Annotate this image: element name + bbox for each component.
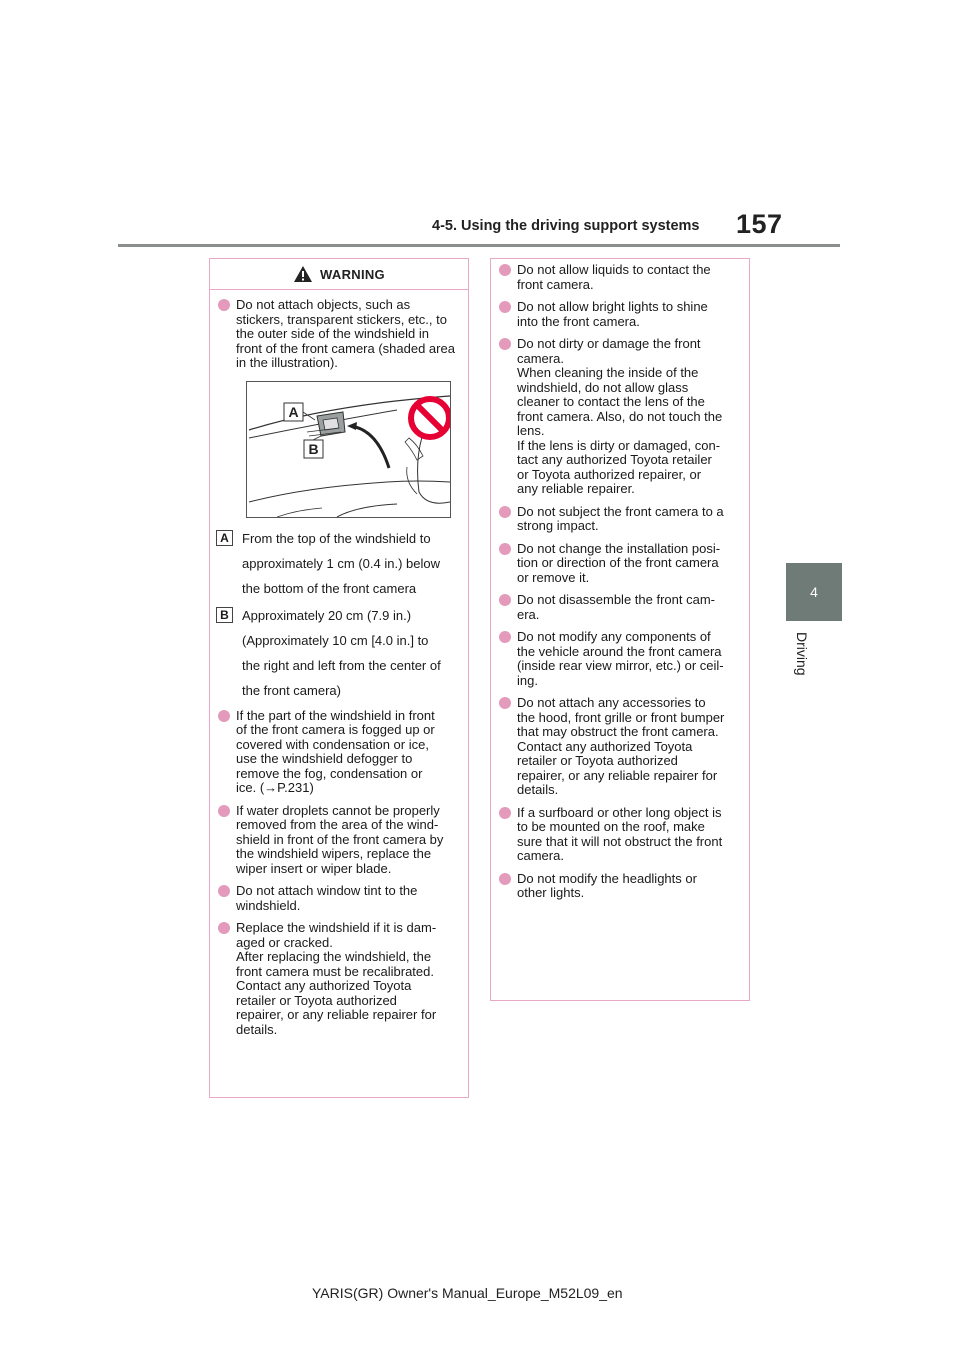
warning-left-content	[210, 290, 468, 1037]
windshield-camera-illustration	[246, 381, 451, 518]
list-item-text: If a surfboard or other long object is to be mounted on the roof, make sure that it will not obstruct the front camera.	[517, 804, 723, 863]
list-item	[499, 593, 741, 622]
list-item-text: Do not change the installation posi- tion or direction of the front camera or remove it.	[517, 540, 721, 585]
bullet-icon	[499, 543, 511, 555]
list-item	[218, 804, 458, 877]
list-item	[499, 300, 741, 329]
list-item	[218, 709, 458, 796]
bullet-icon	[218, 299, 230, 311]
list-item-text: Do not dirty or damage the front camera. When cleaning the inside of the windshield, do not allow glass cleaner to contact the lens of the front camera. Also, do not touch the lens. If the lens is dirty or damaged, con- tact any authorized Toyota retailer or Toyota authorized repairer, or any reliable repairer.	[517, 336, 723, 496]
chapter-label: Driving	[794, 632, 810, 676]
warning-header	[210, 259, 468, 290]
list-item	[218, 884, 458, 913]
bullet-icon	[218, 710, 230, 722]
bullet-icon	[499, 506, 511, 518]
list-item	[499, 337, 741, 497]
list-item-text: Do not allow liquids to contact the front camera.	[517, 262, 711, 292]
list-item-text: Do not modify any components of the vehicle around the front camera (inside rear view mirror, etc.) or ceil- ing.	[517, 629, 724, 688]
bullet-icon	[499, 264, 511, 276]
label-b-row	[216, 603, 458, 703]
bullet-icon	[499, 697, 511, 709]
chapter-number: 4	[810, 584, 818, 600]
list-item-text: Do not attach any accessories to the hood, front grille or front bumper that may obstruct the front camera. Contact any authorized Toyota retailer or Toyota authorized repairer, or any reliable repairer for details.	[517, 695, 725, 797]
bullet-icon	[499, 338, 511, 350]
list-item	[499, 542, 741, 586]
label-b-text: Approximately 20 cm (7.9 in.) (Approximately 10 cm [4.0 in.] to the right and left from the center of the front camera)	[242, 607, 441, 698]
header-divider	[118, 244, 840, 247]
bullet-icon	[499, 873, 511, 885]
warning-right-content	[491, 259, 749, 901]
list-item-text: Do not attach objects, such as stickers, transparent stickers, etc., to the outer side of the windshield in front of the front camera (shaded area in the illustration).	[236, 297, 455, 370]
warning-box-right	[490, 258, 750, 1001]
bullet-icon	[218, 885, 230, 897]
list-item-text: Do not allow bright lights to shine into the front camera.	[517, 299, 708, 329]
warning-title: WARNING	[320, 266, 385, 282]
list-item-text: Do not attach window tint to the windshield.	[236, 883, 418, 913]
list-item-text: If the part of the windshield in front of the front camera is fogged up or covered with condensation or ice, use the windshield defogger to remove the fog, condensation or ice. (→P.231)	[236, 707, 435, 795]
list-item	[499, 505, 741, 534]
list-item	[218, 921, 458, 1037]
list-item-text: Do not disassemble the front cam- era.	[517, 592, 715, 622]
page-number: 157	[736, 209, 783, 239]
bullet-icon	[499, 301, 511, 313]
bullet-icon	[499, 631, 511, 643]
section-title: 4-5. Using the driving support systems	[432, 218, 700, 234]
warning-box-left	[209, 258, 469, 1098]
list-item-text: Do not subject the front camera to a strong impact.	[517, 503, 724, 533]
footer-manual-id: YARIS(GR) Owner's Manual_Europe_M52L09_en	[312, 1285, 623, 1301]
list-item	[218, 298, 458, 371]
label-a-key: A	[216, 530, 233, 546]
callout-b-label: B	[308, 440, 319, 457]
chapter-tab	[786, 563, 842, 621]
bullet-icon	[218, 805, 230, 817]
list-item	[499, 872, 741, 901]
windshield-drawing	[247, 382, 450, 517]
warning-triangle-icon	[293, 265, 313, 283]
list-item-text: Replace the windshield if it is dam- aged or cracked. After replacing the windshield, the front camera must be recalibrated. Contact any authorized Toyota retailer or Toyota authorized repairer, or any reliable repairer for details.	[236, 920, 437, 1037]
bullet-icon	[499, 807, 511, 819]
bullet-icon	[218, 922, 230, 934]
list-item	[499, 630, 741, 688]
list-item	[499, 806, 741, 864]
label-a-text: From the top of the windshield to approximately 1 cm (0.4 in.) below the bottom of the front camera	[242, 530, 440, 596]
list-item-text: Do not modify the headlights or other lights.	[517, 870, 697, 900]
list-item	[499, 263, 741, 292]
bullet-icon	[499, 594, 511, 606]
list-item-text: If water droplets cannot be properly removed from the area of the wind- shield in front of the front camera by the windshield wipers, replace the wiper insert or wiper blade.	[236, 802, 444, 876]
callout-a-label: A	[288, 403, 299, 420]
list-item	[499, 696, 741, 798]
label-a-row	[216, 526, 458, 601]
label-b-key: B	[216, 607, 233, 623]
